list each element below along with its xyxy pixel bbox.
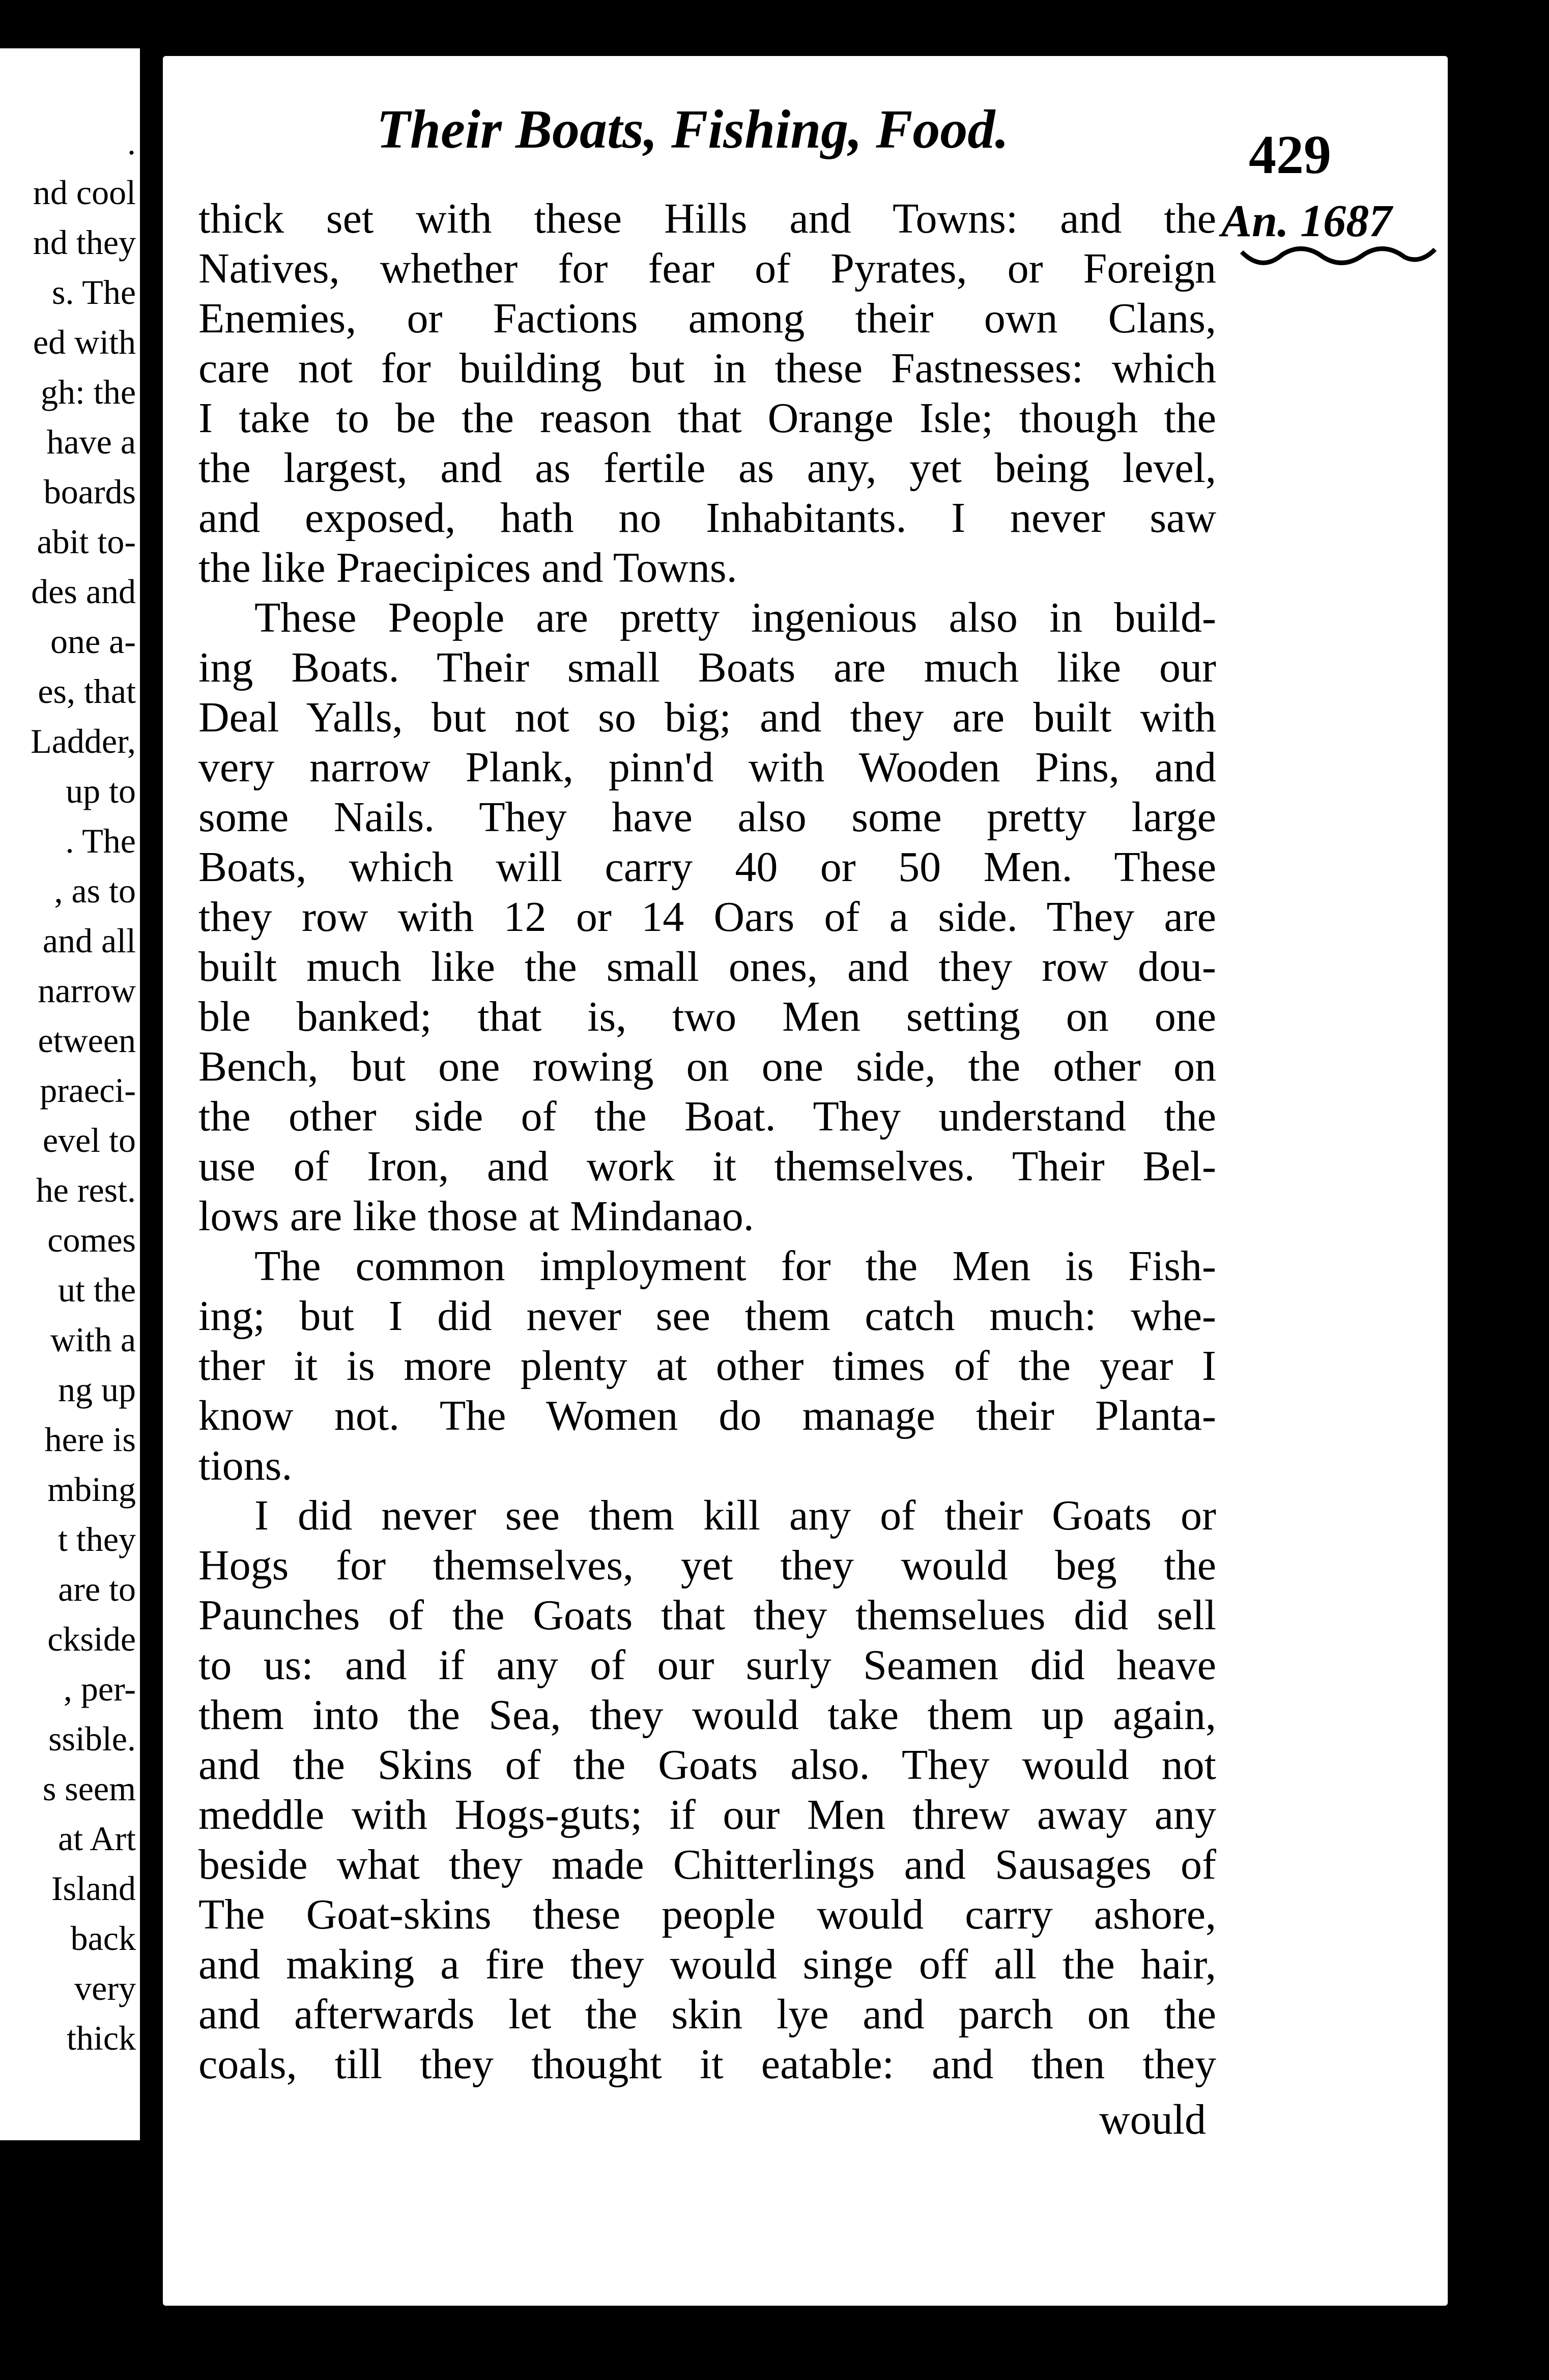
text-line: Enemies, or Factions among their own Clans, xyxy=(198,295,1216,342)
text-line: The Goat-skins these people would carry ashore, xyxy=(198,1891,1216,1938)
catchword: would xyxy=(1099,2096,1206,2143)
facing-page-line: very xyxy=(74,1969,136,2007)
text-line: I did never see them kill any of their Goats or xyxy=(254,1492,1216,1539)
facing-page-line: at Art xyxy=(58,1819,136,1858)
text-line: and exposed, hath no Inhabitants. I never saw xyxy=(198,494,1216,542)
text-line: meddle with Hogs-guts; if our Men threw away any xyxy=(198,1791,1216,1838)
facing-page-line: ckside xyxy=(47,1620,136,1658)
text-line: the like Praecipices and Towns. xyxy=(198,544,737,591)
text-line: lows are like those at Mindanao. xyxy=(198,1193,754,1240)
facing-page-line: ed with xyxy=(33,323,136,361)
facing-page-line: comes xyxy=(47,1221,136,1259)
text-line: beside what they made Chitterlings and Sausages of xyxy=(198,1841,1216,1888)
facing-page-line: back xyxy=(70,1919,136,1958)
facing-page-line: Ladder, xyxy=(31,722,136,760)
text-line: Paunches of the Goats that they themselues did sell xyxy=(198,1592,1216,1639)
facing-page-line: mbing xyxy=(47,1470,136,1509)
margin-note-year: An. 1687 xyxy=(1221,196,1392,246)
facing-page-line: with a xyxy=(50,1320,136,1359)
text-line: the largest, and as fertile as any, yet being level, xyxy=(198,444,1216,492)
facing-page-line: t they xyxy=(58,1520,136,1559)
facing-page-line: ssible. xyxy=(48,1719,136,1758)
facing-page-line: evel to xyxy=(42,1121,136,1159)
text-line: ble banked; that is, two Men setting on one xyxy=(198,993,1216,1040)
text-line: very narrow Plank, pinn'd with Wooden Pins, and xyxy=(198,744,1216,791)
text-line: and afterwards let the skin lye and parch on the xyxy=(198,1991,1216,2038)
facing-page-line: up to xyxy=(66,772,136,810)
facing-page-line: ng up xyxy=(58,1370,136,1409)
text-line: Hogs for themselves, yet they would beg the xyxy=(198,1542,1216,1589)
facing-page-line: nd they xyxy=(33,223,136,262)
page-number: 429 xyxy=(1249,125,1331,185)
facing-page-line: s seem xyxy=(42,1769,136,1808)
facing-page-line: nd cool xyxy=(33,173,136,212)
facing-page-line: s. The xyxy=(52,273,136,311)
facing-page-line: thick xyxy=(67,2019,136,2057)
facing-page-line: narrow xyxy=(38,971,136,1010)
text-line: the other side of the Boat. They understand the xyxy=(198,1093,1216,1140)
book-page xyxy=(163,56,1448,2306)
facing-page-line: boards xyxy=(43,472,136,511)
text-line: ing; but I did never see them catch much: whe- xyxy=(198,1292,1216,1340)
facing-page-line: , per- xyxy=(63,1669,136,1708)
text-line: know not. The Women do manage their Planta- xyxy=(198,1392,1216,1439)
facing-page-line: and all xyxy=(42,921,136,960)
text-line: ing Boats. Their small Boats are much like our xyxy=(198,644,1216,691)
scan-border-bottom xyxy=(153,2306,1549,2380)
facing-page-line: abit to- xyxy=(37,522,136,561)
body-text xyxy=(198,193,1216,2240)
text-line: and making a fire they would singe off all the hair, xyxy=(198,1941,1216,1988)
facing-page-line: have a xyxy=(46,422,136,461)
facing-page-line: gh: the xyxy=(41,373,136,411)
text-line: tions. xyxy=(198,1442,293,1489)
facing-page-line: es, that xyxy=(38,672,136,711)
text-line: built much like the small ones, and they row dou- xyxy=(198,943,1216,990)
text-line: use of Iron, and work it themselves. Their Bel- xyxy=(198,1143,1216,1190)
text-line: Deal Yalls, but not so big; and they are built with xyxy=(198,694,1216,741)
text-line: The common imployment for the Men is Fish- xyxy=(254,1242,1216,1290)
text-line: Boats, which will carry 40 or 50 Men. These xyxy=(198,843,1216,891)
text-line: Bench, but one rowing on one side, the other on xyxy=(198,1043,1216,1090)
text-line: Natives, whether for fear of Pyrates, or Foreign xyxy=(198,245,1216,292)
facing-page-line: Island xyxy=(51,1869,136,1908)
margin-swash-ornament xyxy=(1237,242,1440,272)
facing-page-line: one a- xyxy=(50,622,136,661)
text-line: they row with 12 or 14 Oars of a side. They are xyxy=(198,893,1216,941)
text-line: them into the Sea, they would take them up again, xyxy=(198,1691,1216,1739)
facing-page-line: , as to xyxy=(54,871,136,910)
text-line: care not for building but in these Fastnesses: which xyxy=(198,345,1216,392)
text-line: These People are pretty ingenious also in build- xyxy=(254,594,1216,641)
text-line: to us: and if any of our surly Seamen did heave xyxy=(198,1641,1216,1689)
facing-page-line: he rest. xyxy=(36,1171,136,1209)
facing-page-line: . The xyxy=(65,821,136,860)
text-line: some Nails. They have also some pretty large xyxy=(198,794,1216,841)
text-line: I take to be the reason that Orange Isle; though the xyxy=(198,394,1216,442)
facing-page-line: praeci- xyxy=(40,1071,136,1110)
text-line: coals, till they thought it eatable: and then they xyxy=(198,2041,1216,2088)
facing-page-line: ut the xyxy=(58,1270,136,1309)
facing-page-line: des and xyxy=(31,572,136,611)
running-head: Their Boats, Fishing, Food. xyxy=(377,99,1009,160)
facing-page-line: are to xyxy=(58,1570,136,1608)
text-line: ther it is more plenty at other times of the year I xyxy=(198,1342,1216,1390)
facing-page-strip xyxy=(0,0,153,2380)
facing-page-line: here is xyxy=(44,1420,136,1459)
text-line: and the Skins of the Goats also. They would not xyxy=(198,1741,1216,1789)
facing-page xyxy=(0,48,140,2140)
facing-page-line: . xyxy=(127,123,136,162)
text-line: thick set with these Hills and Towns: and the xyxy=(198,195,1216,242)
facing-page-line: etween xyxy=(38,1021,136,1060)
